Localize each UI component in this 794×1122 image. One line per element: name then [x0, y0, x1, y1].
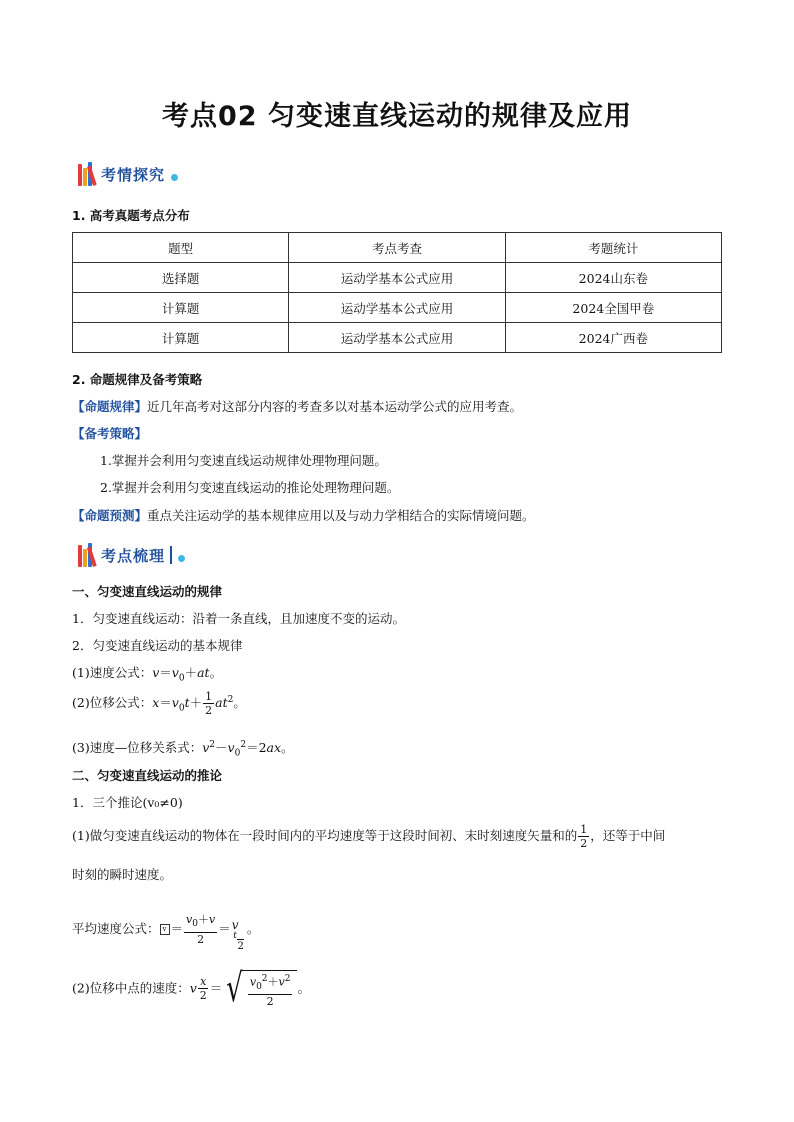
paragraph — [72, 793, 183, 811]
displacement-formula: (2)位移公式：$x=v_0t+$ $\frac{1}{2}$ $at^2$。 — [72, 690, 246, 717]
table-cell: 运动学基本公式应用 — [289, 263, 505, 293]
paragraph: 1．匀变速直线运动：沿着一条直线，且加速度不变的运动。 — [72, 611, 405, 626]
table-cell: 2024广西卷 — [505, 323, 721, 353]
section-badge-exam-analysis — [78, 162, 178, 186]
section-heading: 1. 高考真题考点分布 — [72, 208, 190, 223]
part-heading: 一、匀变速直线运动的规律 — [72, 584, 223, 599]
formula-label: (2)位移中点的速度： — [72, 980, 190, 996]
table-row — [73, 263, 722, 293]
velocity-displacement-formula: (3)速度—位移关系式：$v^2-v_0^2=2ax$。 — [72, 739, 294, 759]
table-cell: 2024山东卷 — [505, 263, 721, 293]
strategy-item: 1.掌握并会利用匀变速直线运动规律处理物理问题。 — [100, 453, 387, 468]
table-row — [73, 323, 722, 353]
dot-icon — [178, 555, 185, 562]
table-cell: 选择题 — [73, 263, 289, 293]
paragraph-text: (1)做匀变速直线运动的物体在一段时间内的平均速度等于这段时间初、末时刻速度矢量和的 — [72, 828, 578, 843]
formula-label: 平均速度公式： — [72, 921, 160, 936]
table-row — [73, 293, 722, 323]
table-cell: 计算题 — [73, 293, 289, 323]
velocity-formula: (1)速度公式：$v=v_0+at$。 — [72, 665, 223, 684]
paragraph: 2．匀变速直线运动的基本规律 — [72, 638, 243, 653]
strategy-line — [72, 424, 147, 442]
table-cell: 2024全国甲卷 — [505, 293, 721, 323]
formula-label: (2)位移公式： — [72, 695, 153, 710]
rule-label: 【命题规律】 — [72, 399, 148, 414]
paragraph: 时刻的瞬时速度。 — [72, 867, 173, 882]
part-heading: 二、匀变速直线运动的推论 — [72, 768, 223, 783]
condition-text: v₀≠0) — [147, 795, 183, 810]
strategy-item: 2.掌握并会利用匀变速直线运动的推论处理物理问题。 — [100, 480, 400, 495]
predict-label: 【命题预测】 — [72, 508, 148, 523]
formula-label: (3)速度—位移关系式： — [72, 740, 203, 755]
books-icon — [78, 543, 97, 567]
table-cell: 运动学基本公式应用 — [289, 293, 505, 323]
table-header: 题型 — [73, 233, 289, 263]
table-header: 考点考查 — [289, 233, 505, 263]
table-header-row — [73, 233, 722, 263]
table-cell: 运动学基本公式应用 — [289, 323, 505, 353]
badge-label: 考情探究 — [101, 165, 166, 184]
section-heading: 2. 命题规律及备考策略 — [72, 372, 203, 387]
dot-icon — [171, 174, 178, 181]
text-cursor-icon — [170, 546, 172, 564]
paragraph-text: 1．三个推论( — [72, 795, 148, 810]
table-header: 考题统计 — [505, 233, 721, 263]
books-icon — [78, 162, 97, 186]
rule-text: 近几年高考对这部分内容的考查多以对基本运动学公式的应用考查。 — [147, 399, 523, 414]
exam-distribution-table — [72, 232, 722, 353]
table-cell: 计算题 — [73, 323, 289, 353]
badge-label: 考点梳理 — [101, 546, 166, 565]
predict-text: 重点关注运动学的基本规律应用以及与动力学相结合的实际情境问题。 — [147, 508, 535, 523]
paragraph: (1)做匀变速直线运动的物体在一段时间内的平均速度等于这段时间初、末时刻速度矢量和的 $\frac{1}{2}$ ，还等于中间 — [72, 823, 666, 850]
predict-line — [72, 506, 535, 524]
page-title: 考点02 匀变速直线运动的规律及应用 — [162, 101, 632, 132]
rule-line — [72, 397, 522, 415]
paragraph-text: ，还等于中间 — [590, 828, 666, 843]
strategy-label: 【备考策略】 — [72, 426, 148, 441]
formula-label: (1)速度公式： — [72, 665, 153, 680]
section-badge-key-points — [78, 543, 185, 567]
average-velocity-formula: 平均速度公式： v ＝ $\frac{v_0+v}{2}$ ＝ v t 2 。 — [72, 913, 260, 952]
midpoint-velocity-formula: (2)位移中点的速度：v $\frac{x}{2}$ ＝ √ $\frac{v_0^2+v^2}{2}$ 。 — [72, 966, 310, 1012]
